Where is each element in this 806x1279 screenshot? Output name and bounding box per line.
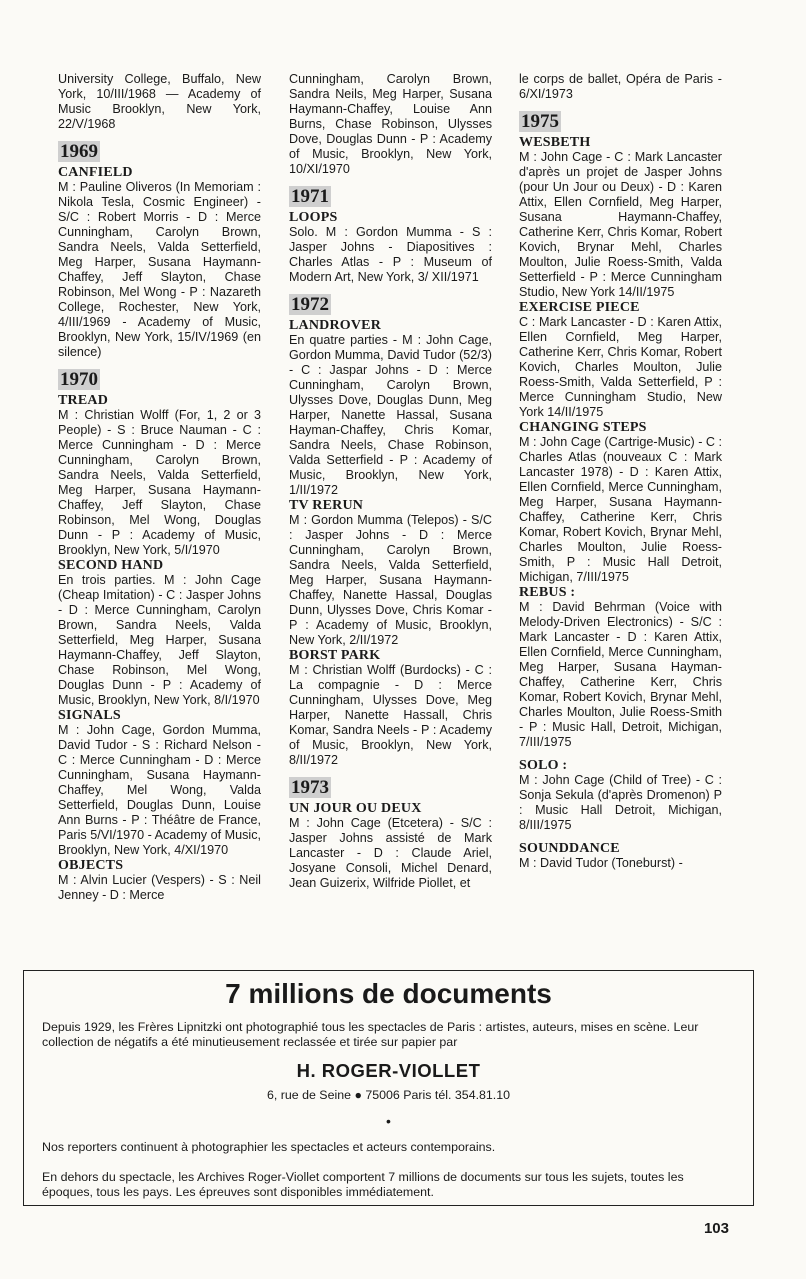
work-title: CANFIELD: [58, 165, 133, 180]
work-title: OBJECTS: [58, 858, 124, 873]
work-title: LOOPS: [289, 210, 338, 225]
work-details: M : John Cage (Cartrige-Music) - C : Charles Atlas (nouveaux C : Mark Lancaster 1978) - D : Karen Attix, Ellen Cornfield, Merce Cunningham, Meg Harper, Susana Haymann-Chaffey, Catherine Kerr, Chris Komar, Robert Kovich, Brynar Mehl, Charles Moulton, Julie Roess-Smith, P : Music Hall Detroit, Michigan, 7/III/1975: [519, 435, 722, 584]
work-details: M : Alvin Lucier (Vespers) - S : Neil Jenney - D : Merce: [58, 873, 261, 902]
work-details: M : Pauline Oliveros (In Memoriam : Nikola Tesla, Cosmic Engineer) - S/C : Robert Morris - D : Merce Cunningham, Carolyn Brown, Sandra Neels, Valda Setterfield, Meg Harper, Susana Haymann-Chaffey, Jeff Slayton, Chase Robinson, Mel Wong - P : Nazareth College, Rochester, New York, 4/III/1969 - Academy of Music, Brooklyn, New York, 15/IV/1969 (en silence): [58, 180, 261, 359]
column-1: [58, 72, 261, 903]
work-title: TREAD: [58, 393, 109, 408]
page-number: 103: [703, 1220, 729, 1237]
ad-intro-text: Depuis 1929, les Frères Lipnitzki ont photographié tous les spectacles de Paris : artistes, auteurs, mises en scène. Leur collection de négatifs a été minutieusement reclassée et tirée sur papier par: [42, 1020, 699, 1049]
work-title: TV RERUN: [289, 498, 364, 513]
work-details: M : Christian Wolff (Burdocks) - C : La compagnie - D : Merce Cunningham, Ulysses Dove, Meg Harper, Nanette Hassall, Chris Komar, Sandra Neels - P : Academy of Music, Brooklyn, New York, 8/II/1972: [289, 663, 492, 767]
year-heading: 1970: [60, 369, 98, 390]
ad-heading: 7 millions de documents: [225, 978, 552, 1009]
ad-bullet-separator: •: [386, 1113, 391, 1129]
work-details: C : Mark Lancaster - D : Karen Attix, Ellen Cornfield, Meg Harper, Catherine Kerr, Chris Komar, Robert Kovich, Charles Moulton, Julie Roess-Smith, Valda Setterfield, P : Merce Cunningham Studio, New York 14/II/1975: [519, 315, 722, 419]
year-heading: 1969: [60, 141, 98, 162]
work-title: EXERCISE PIECE: [519, 300, 640, 315]
work-details: University College, Buffalo, New York, 10/III/1968 — Academy of Music Brooklyn, New York, 22/V/1968: [58, 72, 261, 131]
year-heading: 1972: [291, 294, 329, 315]
work-details: Solo. M : Gordon Mumma - S : Jasper Johns - Diapositives : Charles Atlas - P : Museum of Modern Art, New York, 3/ XII/1971: [289, 225, 492, 284]
work-details: En trois parties. M : John Cage (Cheap Imitation) - C : Jasper Johns - D : Merce Cunningham, Carolyn Brown, Sandra Neels, Valda Setterfield, Meg Harper, Susana Haymann-Chaffey, Jeff Slayton, Chase Robinson, Mel Wong, Douglas Dunn - P : Academy of Music, Brooklyn, New York, 8/I/1970: [58, 573, 261, 707]
work-details: le corps de ballet, Opéra de Paris - 6/XI/1973: [519, 72, 722, 101]
work-title: BORST PARK: [289, 648, 381, 663]
work-details: M : David Behrman (Voice with Melody-Driven Electronics) - S/C : Mark Lancaster - D : Karen Attix, Ellen Cornfield, Merce Cunningham, Meg Harper, Susana Hayman-Chaffey, Catherine Kerr, Chris Komar, Robert Kovich, Brynar Mehl, Charles Moulton, Julie Roess-Smith - P : Music Hall, Detroit, Michigan, 7/III/1975: [519, 600, 722, 749]
work-title: SOLO :: [519, 758, 568, 773]
ad-archives-text: En dehors du spectacle, les Archives Roger-Viollet comportent 7 millions de documents sur tous les sujets, toutes les époques, tous les pays. Les épreuves sont disponibles immédiatement.: [42, 1170, 684, 1199]
work-title: CHANGING STEPS: [519, 420, 647, 435]
work-details: M : Christian Wolff (For, 1, 2 or 3 People) - S : Bruce Nauman - C : Merce Cunningham - D : Merce Cunningham, Carolyn Brown, Sandra Neels, Valda Setterfield, Meg Harper, Susana Haymann-Chaffey, Jeff Slayton, Chase Robinson, Mel Wong, Douglas Dunn - P : Academy of Music, Brooklyn, New York, 5/I/1970: [58, 408, 261, 557]
work-title: SIGNALS: [58, 708, 121, 723]
year-heading: 1973: [291, 777, 329, 798]
column-2: [289, 72, 492, 891]
ad-company-name: H. ROGER-VIOLLET: [296, 1060, 481, 1081]
work-title: WESBETH: [519, 135, 591, 150]
work-details: Cunningham, Carolyn Brown, Sandra Neils, Meg Harper, Susana Haymann-Chaffey, Louise Ann Burns, Chase Robinson, Ulysses Dove, Douglas Dunn - P : Academy of Music, Brooklyn, New York, 10/XI/1970: [289, 72, 492, 176]
work-details: M : David Tudor (Toneburst) -: [519, 856, 683, 870]
work-details: En quatre parties - M : John Cage, Gordon Mumma, David Tudor (52/3) - C : Jaspar Johns - D : Merce Cunningham, Carolyn Brown, Ulysses Dove, Douglas Dunn, Meg Harper, Nanette Hassal, Susana Hayman-Chaffey, Chris Komar, Sandra Neels, Chase Robinson, Valda Setterfield - P : Academy of Music, Brooklyn, New York, 1/II/1972: [289, 333, 492, 497]
column-3: [519, 72, 722, 871]
ad-reporters-text: Nos reporters continuent à photographier les spectacles et acteurs contemporains.: [42, 1140, 496, 1154]
work-title: UN JOUR OU DEUX: [289, 801, 422, 816]
work-details: M : John Cage (Etcetera) - S/C : Jasper Johns assisté de Mark Lancaster - D : Claude Ariel, Josyane Consoli, Michel Denard, Jean Guizerix, Wilfride Piollet, et: [289, 816, 492, 890]
work-title: SOUNDDANCE: [519, 841, 620, 856]
ad-address: 6, rue de Seine ● 75006 Paris tél. 354.81.10: [266, 1088, 511, 1102]
year-heading: 1971: [291, 186, 329, 207]
work-details: M : John Cage (Child of Tree) - C : Sonja Sekula (d'après Dromenon) P : Music Hall Detroit, Michigan, 8/III/1975: [519, 773, 722, 832]
work-title: REBUS :: [519, 585, 576, 600]
work-details: M : John Cage, Gordon Mumma, David Tudor - S : Richard Nelson - C : Merce Cunningham - D : Merce Cunningham, Susana Haymann-Chaffey, Mel Wong, Valda Setterfield, Douglas Dunn, Louise Ann Burns - P : Théâtre de France, Paris 5/VI/1970 - Academy of Music, Brooklyn, New York, 4/XI/1970: [58, 723, 261, 857]
work-title: SECOND HAND: [58, 558, 164, 573]
work-title: LANDROVER: [289, 318, 382, 333]
work-details: M : Gordon Mumma (Telepos) - S/C : Jasper Johns - D : Merce Cunningham, Carolyn Brown, Sandra Neels, Valda Setterfield, Meg Harper, Susana Haymann-Chaffey, Nanette Hassal, Douglas Dunn, Ulysses Dove, Chris Komar - P : Academy of Music, Brooklyn, New York, 2/II/1972: [289, 513, 492, 647]
advertisement-box: [23, 970, 754, 1206]
year-heading: 1975: [521, 111, 559, 132]
work-details: M : John Cage - C : Mark Lancaster d'après un projet de Jasper Johns (pour Un Jour ou Deux) - D : Karen Attix, Ellen Cornfield, Meg Harper, Susana Haymann-Chaffey, Catherine Kerr, Chris Komar, Robert Kovich, Brynar Mehl, Charles Moulton, Julie Roess-Smith, Valda Setterfield - P : Merce Cunningham Studio, New York 14/II/1975: [519, 150, 722, 299]
